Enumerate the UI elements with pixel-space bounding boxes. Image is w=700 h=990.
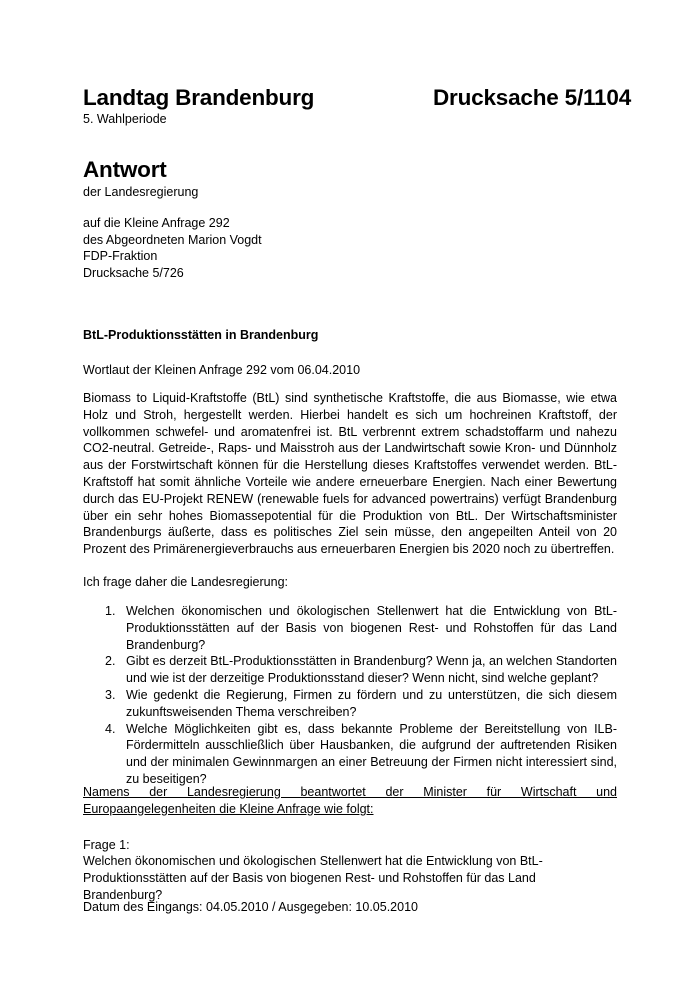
- question-number: 3.: [105, 687, 116, 702]
- question-text: Welchen ökonomischen und ökologischen Stellenwert hat die Entwicklung von BtL-Produktionsstätten auf der Basis von biogenen Rest- und Rohstoffen für das Land Brandenburg?: [126, 604, 617, 652]
- anfrage-line: FDP-Fraktion: [83, 249, 158, 264]
- intro-paragraph: Biomass to Liquid-Kraftstoffe (BtL) sind synthetische Kraftstoffe, die aus Biomasse, wie etwa Holz und Stroh, hergestellt werden. Hierbei handelt es sich um hochreinen Kraftstoff, der vollkommen schwefel- und aromatenfrei ist. BtL verbrennt extrem schadstoffarm und nahezu CO2-neutral. Getreide-, Raps- und Maisstroh aus der Landwirtschaft sowie Kron- und Dünnholz aus der Forstwirtschaft können für die Herstellung dieses Kraftstoffes verwendet werden. BtL-Kraftstoff hat somit ähnliche Vorteile wie andere erneuerbare Energien. Nach einer Bewertung durch das EU-Projekt RENEW (renewable fuels for advanced powertrains) verfügt Brandenburg über ein sehr hohes Biomassepotential für die Produktion von BtL. Der Wirtschaftsminister Brandenburgs äußerte, dass es politisches Ziel sein müsse, den angepeilten Anteil von 20 Prozent des Primärenergieverbrauchs aus erneuerbaren Energien bis 2020 noch zu übertreffen.: [83, 391, 617, 557]
- question-text: Welche Möglichkeiten gibt es, dass bekannte Probleme der Bereitstellung von ILB-Fördermitteln ausschließlich über Hausbanken, die aufgrund der auftretenden Risiken und der minimalen Gewinnmargen an einer Betreuung der Firmen nicht interessiert sind, zu beseitigen?: [126, 721, 617, 786]
- question-item: [105, 721, 617, 788]
- anfrage-line: des Abgeordneten Marion Vogdt: [83, 232, 262, 247]
- wortlaut-line: Wortlaut der Kleinen Anfrage 292 vom 06.04.2010: [83, 363, 361, 377]
- question-number: 1.: [105, 604, 116, 618]
- drucksache-number: Drucksache 5/1104: [433, 85, 632, 110]
- frage-daher-line: Ich frage daher die Landesregierung:: [83, 575, 289, 589]
- frage1-label: Frage 1:: [83, 838, 130, 852]
- antwort-subtitle: der Landesregierung: [83, 185, 199, 199]
- wahlperiode: 5. Wahlperiode: [83, 112, 167, 126]
- question-text: Wie gedenkt die Regierung, Firmen zu fördern und zu unterstützen, die sich diesem zukunftsweisenden Thema verschreiben?: [126, 687, 617, 719]
- datum-line: Datum des Eingangs: 04.05.2010 / Ausgegeben: 10.05.2010: [83, 900, 418, 914]
- subject-heading: BtL-Produktionsstätten in Brandenburg: [83, 328, 319, 342]
- question-item: [105, 653, 617, 687]
- question-number: 2.: [105, 654, 116, 669]
- antwort-heading: Antwort: [83, 157, 167, 182]
- question-item: [105, 687, 617, 721]
- parliament-title: Landtag Brandenburg: [83, 85, 315, 110]
- frage1-text: Welchen ökonomischen und ökologischen Stellenwert hat die Entwicklung von BtL-Produktionsstätten auf der Basis von biogenen Rest- und Rohstoffen für das Land Brandenburg?: [83, 854, 543, 902]
- answer-intro: Namens der Landesregierung beantwortet der Minister für Wirtschaft und Europaangelegenheiten die Kleine Anfrage wie folgt:: [83, 785, 617, 816]
- questions-list: [105, 603, 617, 788]
- anfrage-line: auf die Kleine Anfrage 292: [83, 216, 230, 230]
- question-text: Gibt es derzeit BtL-Produktionsstätten in Brandenburg? Wenn ja, an welchen Standorten und wie ist der derzeitige Produktionsstand dieser? Wenn nicht, sind welche geplant?: [126, 654, 617, 686]
- question-item: [105, 603, 617, 653]
- anfrage-reference: [83, 215, 262, 282]
- anfrage-line: Drucksache 5/726: [83, 266, 184, 281]
- question-number: 4.: [105, 721, 116, 736]
